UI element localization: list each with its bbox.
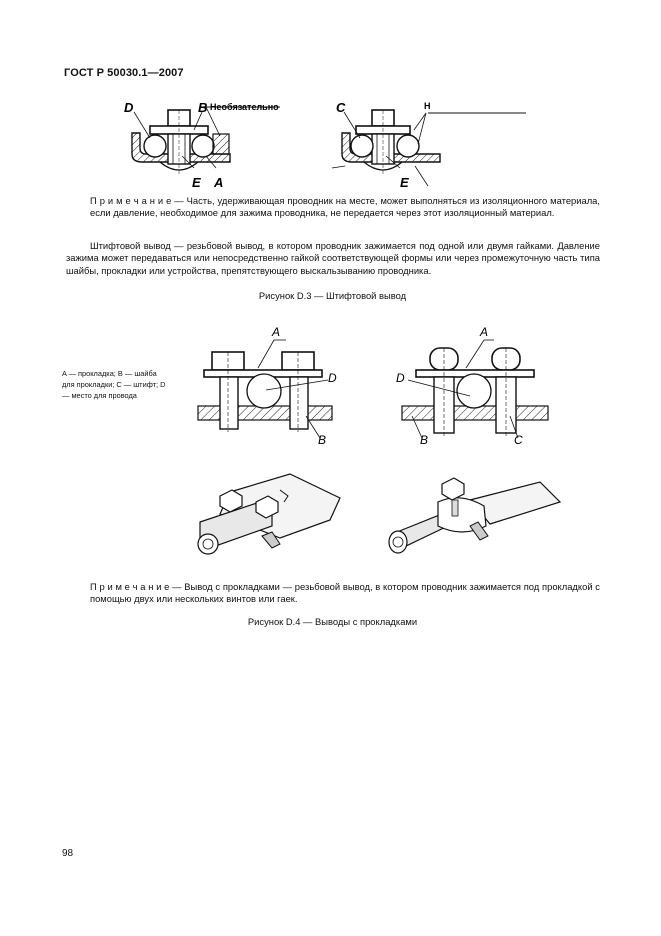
figure-d3-caption: Рисунок D.3 — Штифтовой вывод: [258, 290, 407, 301]
figure-d3-label-d: D: [124, 100, 134, 115]
figure-d3-label-b: B: [198, 100, 208, 115]
figure-d4-right: [396, 325, 548, 447]
figure-d3-definition: Штифтовой вывод — резьбовой вывод, в котором проводник зажимается под одной или двумя гайками. Давление зажима может передаваться или непосредственно гайкой соответствующей формы или через промежуточную часть типа шайбы, прокладки или устройства, препятствующего выскальзыванию проводника.: [66, 240, 600, 276]
figure-d4-left-label-d: D: [328, 371, 337, 385]
figure-d3-note: П р и м е ч а н и е — Часть, удерживающая проводник на месте, может выполняться из изоляционного материала, если давление, необходимое для зажима проводника, не передается через этот изоляционный материал.: [90, 195, 600, 219]
figure-d4-drawing: [190, 320, 550, 450]
figure-d4-right-label-b: B: [420, 433, 429, 447]
figure-d3-drawing: [110, 96, 540, 196]
figure-d4-left-label-a: A: [272, 325, 281, 339]
figure-d4-left: [198, 325, 337, 447]
figure-d3-right: [332, 100, 526, 190]
figure-d4-left-label-b: B: [318, 433, 327, 447]
figure-d3-label-a: A: [214, 175, 224, 190]
figure-d4-note: П р и м е ч а н и е — Вывод с прокладками — резьбовой вывод, в котором проводник зажимается под прокладкой с помощью двух или нескольких винтов или гаек.: [90, 581, 600, 605]
figure-d4-perspective-drawing: [180, 462, 570, 572]
page-number: 98: [62, 848, 74, 859]
figure-d4-caption: Рисунок D.4 — Выводы с прокладками: [247, 616, 418, 627]
figure-d4-perspective-right: [389, 478, 560, 553]
figure-d4-right-label-c: C: [514, 433, 523, 447]
figure-d4-right-label-d: D: [396, 371, 405, 385]
figure-d3-label-h: H: [424, 101, 431, 111]
document-header: ГОСТ Р 50030.1—2007: [64, 67, 184, 79]
figure-d3-optional-label: Необязательно: [210, 102, 279, 112]
figure-d4-perspective-left: [198, 474, 340, 554]
figure-d3-label-c: C: [336, 100, 346, 115]
figure-d3-left: [124, 100, 280, 190]
figure-d3-label-e-right: E: [400, 175, 409, 190]
figure-d3-label-e: E: [192, 175, 201, 190]
figure-d4-right-label-a: A: [480, 325, 489, 339]
figure-d4-legend: A — прокладка; B — шайба для прокладки; C — штифт; D — место для провода: [62, 369, 166, 400]
